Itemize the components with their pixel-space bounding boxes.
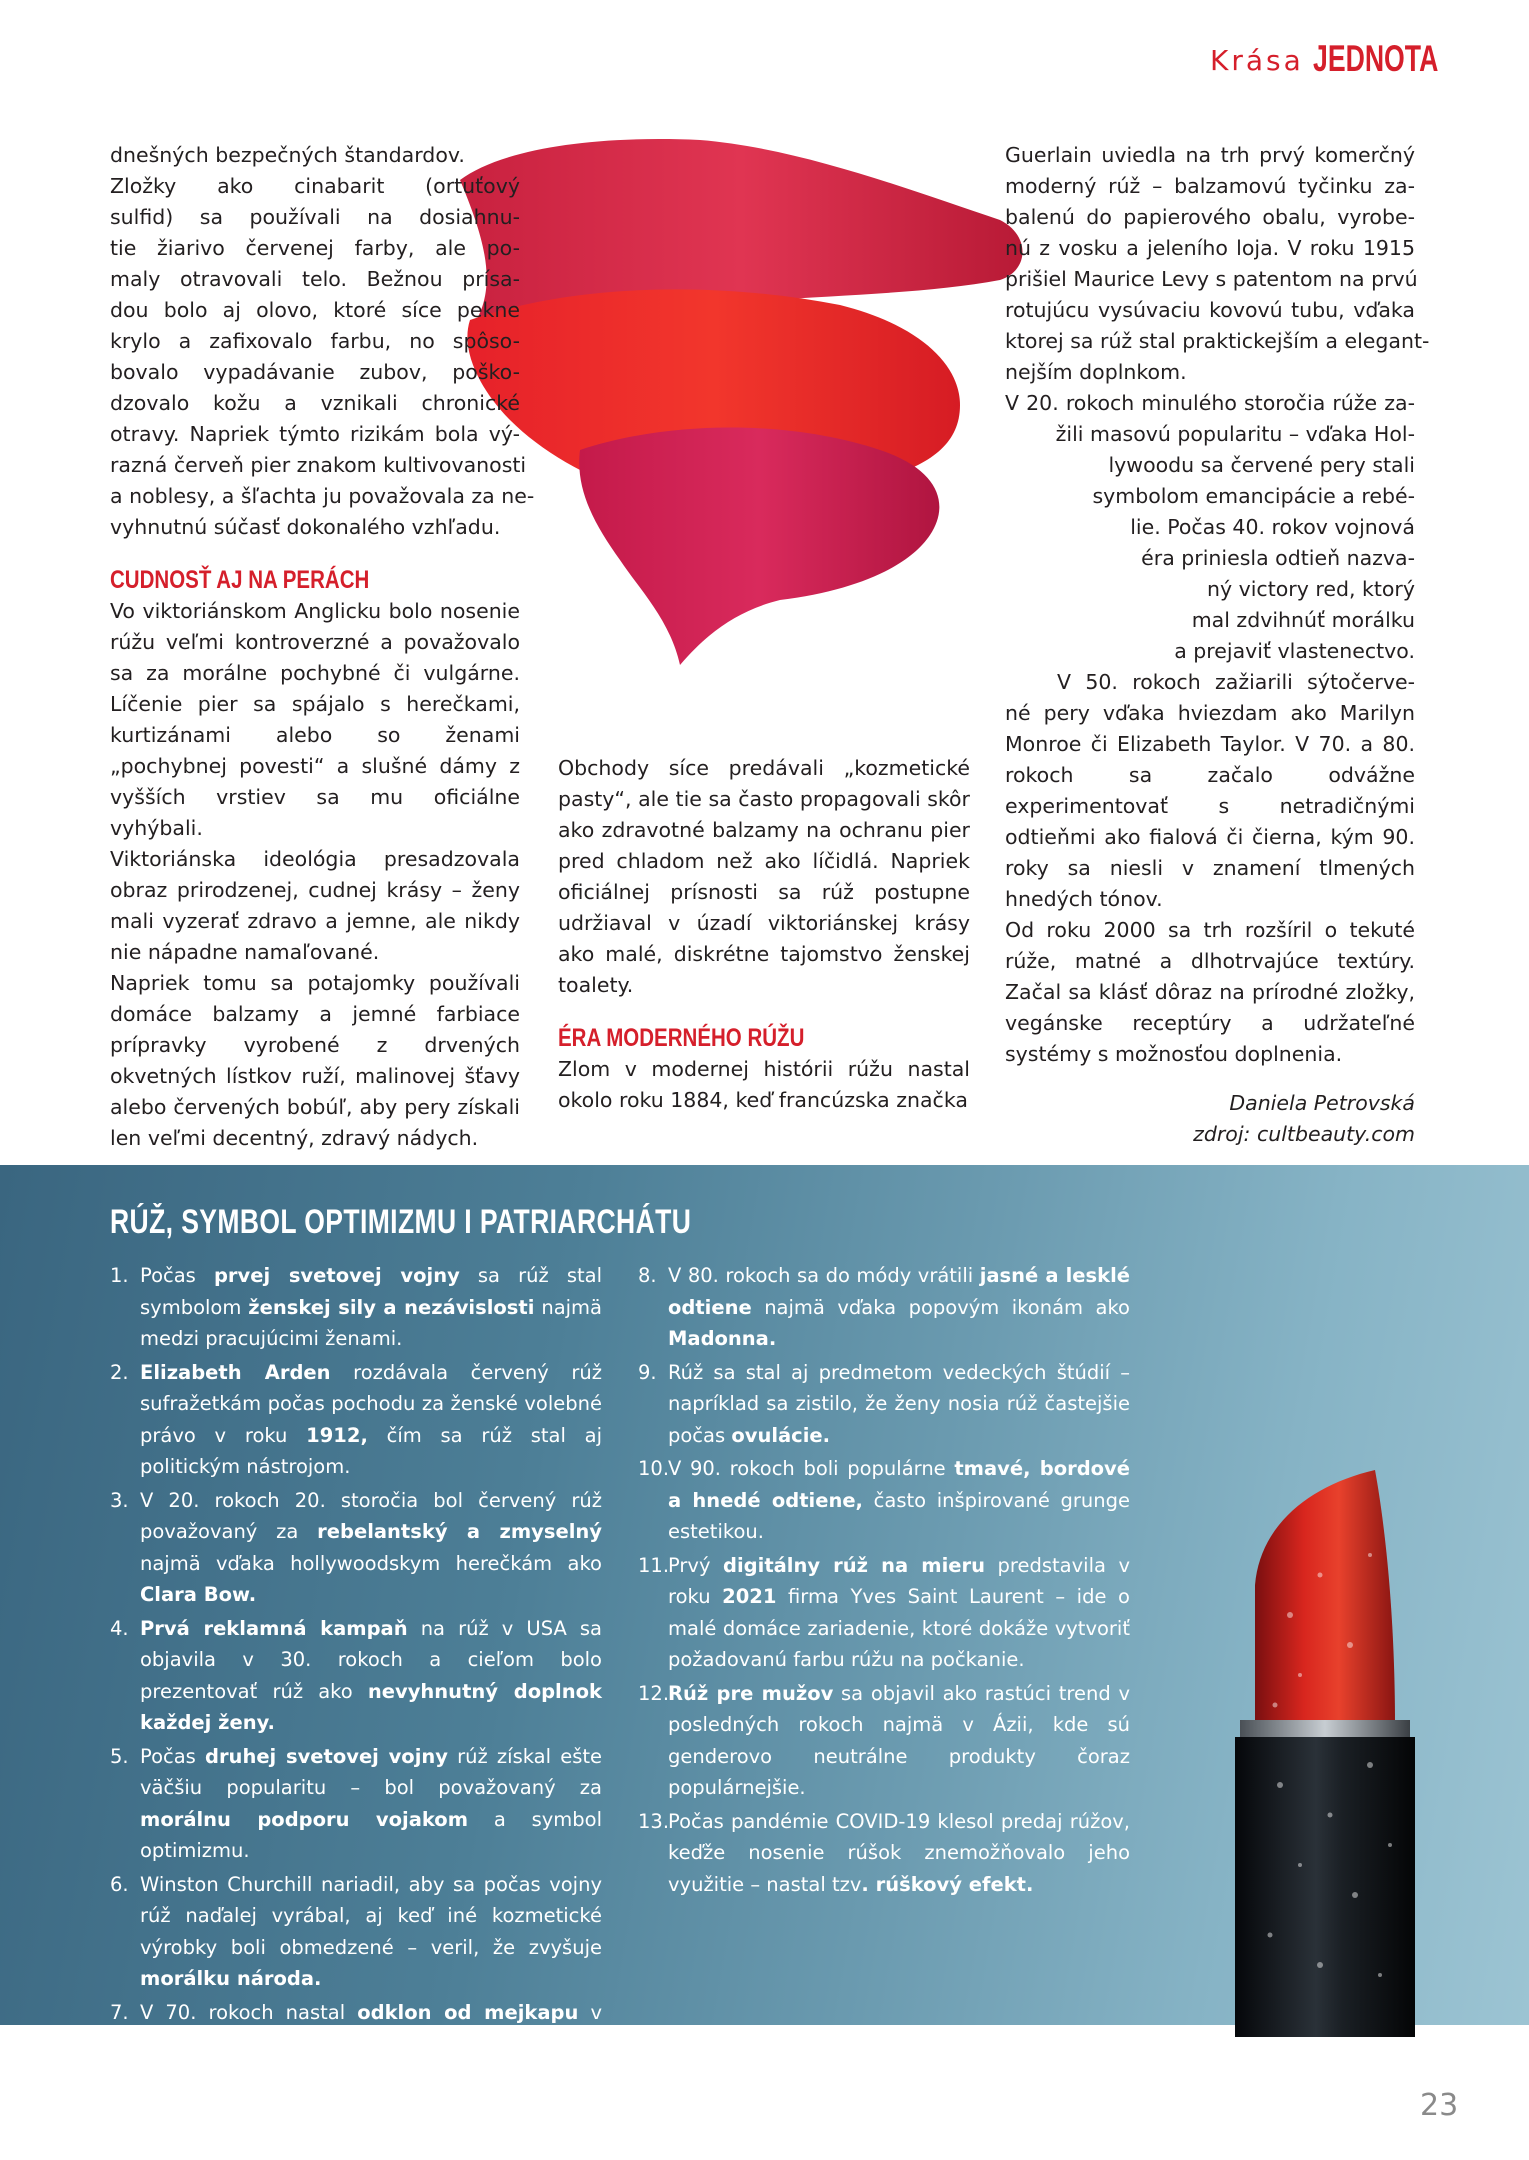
text-line: dzovalo kožu a vznikali chronické xyxy=(110,391,520,415)
list-number: 5. xyxy=(110,1744,129,1768)
text-line: V 50. rokoch zažiarili sýtočerve- xyxy=(1057,670,1415,694)
paragraph: Vo viktoriánskom Anglicku bolo nosenie rúžu veľmi kontroverzné a považovalo sa za morálne pochybné či vulgárne. Líčenie pier sa spájalo s herečkami, kurtizánami alebo so ženami „pochybnej povesti“ a slušné dámy z vyšších vrstiev sa mu oficiálne vyhýbali. xyxy=(110,599,520,840)
list-item xyxy=(638,1260,1130,1355)
list-text: V 20. rokoch 20. storočia bol červený rúž považovaný za rebelantský a zmyselný najmä vďaka hollywoodskym herečkám ako Clara Bow. xyxy=(140,1488,602,1606)
list-text: Winston Churchill nariadil, aby sa počas vojny rúž naďalej vyrábal, aj keď iné kozmetické výrobky boli obmedzené – veril, že zvyšuje morálku národa. xyxy=(140,1872,602,1990)
list-text: V 80. rokoch sa do módy vrátili jasné a lesklé odtiene najmä vďaka popovým ikonám ako Madonna. xyxy=(668,1264,1130,1350)
text-line: otravy. Napriek týmto rizikám bola vý- xyxy=(110,422,520,446)
text-line: ktorej sa rúž stal praktickejším a elegant- xyxy=(1005,329,1430,353)
paragraph: Od roku 2000 sa trh rozšíril o tekuté rúže, matné a dlhotrvajúce textúry. Začal sa klásť dôraz na prírodné zložky, vegánske receptúry a udržateľné systémy s možnosťou doplnenia. xyxy=(1005,918,1415,1066)
box-title: RÚŽ, SYMBOL OPTIMIZMU I PATRIARCHÁTU xyxy=(110,1203,692,1241)
text-line: žili masovú popularitu – vďaka Hol- xyxy=(1055,422,1415,446)
intro-text xyxy=(110,140,535,543)
list-number: 1. xyxy=(110,1264,129,1287)
text-block xyxy=(1005,140,1430,419)
text-line: mal zdvihnúť morálku xyxy=(1191,608,1415,632)
text-line: a prejaviť vlastenectvo. xyxy=(1174,639,1415,663)
list-number: 6. xyxy=(110,1872,129,1896)
source-credit: zdroj: cultbeauty.com xyxy=(1193,1122,1415,1146)
text-line: né pery vďaka hviezdam ako Marilyn xyxy=(1005,701,1415,725)
list-item xyxy=(110,1997,602,2123)
column-right xyxy=(1005,140,1430,1150)
text-line: rotujúcu vysúvaciu kovovú tubu, vďaka xyxy=(1005,298,1415,322)
list-text: Elizabeth Arden rozdávala červený rúž sufražetkám počas pochodu za ženské volebné právo v roku 1912, čím sa rúž stal aj politickým nástrojom. xyxy=(140,1360,602,1478)
list-item xyxy=(110,1741,602,1867)
list-text: Počas prvej svetovej vojny sa rúž stal symbolom ženskej sily a nezávislosti najmä medzi pracujúcimi ženami. xyxy=(140,1264,603,1350)
column-middle xyxy=(558,753,970,1116)
paragraph: Napriek tomu sa potajomky používali domáce balzamy a jemné farbiace prípravky vyrobené z drvených okvetných lístkov ruží, malinovej šťavy alebo červených bobúľ, aby pery získali len veľmi decentný, zdravý nádych. xyxy=(110,971,520,1150)
paragraph: Obchody síce predávali „kozmetické pasty“, ale tie sa často propagovali skôr ako zdravotné balzamy na ochranu pier pred chladom než ako líčidlá. Napriek oficiálnej prísnosti sa rúž postupne udržiaval v úzadí viktoriánskej krásy ako malé, diskrétne tajomstvo ženskej toalety. xyxy=(558,756,970,997)
facts-list-right xyxy=(638,1260,1130,1902)
page-number: 23 xyxy=(1420,2088,1459,2123)
text-line: vyhnutnú súčasť dokonalého vzhľadu. xyxy=(110,515,501,539)
list-number: 4. xyxy=(110,1616,129,1640)
text-line: Zložky ako cinabarit (ortuťový xyxy=(110,174,520,198)
text-line: symbolom emancipácie a rebé- xyxy=(1092,484,1415,508)
paragraph: Viktoriánska ideológia presadzovala obraz prirodzenej, cudnej krásy – ženy mali vyzerať zdravo a jemne, ale nikdy nie nápadne namaľované. xyxy=(110,847,520,964)
list-number: 9. xyxy=(638,1360,657,1384)
brand-logo: JEDNOTA xyxy=(1313,38,1439,79)
list-item xyxy=(638,1806,1130,1901)
text-line: dou bolo aj olovo, ktoré síce pekne xyxy=(110,298,520,322)
text-line: prišiel Maurice Levy s patentom na prvú xyxy=(1005,267,1418,291)
list-text: V 90. rokoch boli populárne tmavé, bordové a hnedé odtiene, často inšpirované grunge estetikou. xyxy=(668,1457,1130,1543)
list-item xyxy=(638,1453,1130,1548)
list-number: 7. xyxy=(110,2000,129,2024)
list-number: 2. xyxy=(110,1360,129,1384)
text-line: bovalo vypadávanie zubov, poško- xyxy=(110,360,520,384)
section-label: Krása xyxy=(1210,44,1304,77)
list-item xyxy=(110,1869,602,1995)
text-line: a noblesy, a šľachta ju považovala za ne- xyxy=(110,484,535,508)
text-line: éra priniesla odtieň nazva- xyxy=(1141,546,1415,570)
list-number: 10. xyxy=(638,1457,670,1480)
text-line: moderný rúž – balzamovú tyčinku za- xyxy=(1005,174,1415,198)
text-line: nú z vosku a jeleního loja. V roku 1915 xyxy=(1005,236,1415,260)
subheading-era: ÉRA MODERNÉHO RÚŽU xyxy=(558,1024,805,1052)
list-text: Počas pandémie COVID-19 klesol predaj rúžov, keďže nosenie rúšok znemožňovalo jeho využitie – nastal tzv. rúškový efekt. xyxy=(668,1809,1130,1896)
list-text: Prvá reklamná kampaň na rúž v USA sa objavila v 30. rokoch a cieľom bolo prezentovať rúž ako nevyhnutný doplnok každej ženy. xyxy=(140,1616,602,1734)
paragraph: Monroe či Elizabeth Taylor. V 70. a 80. rokoch sa začalo odvážne experimentovať s netradičnými odtieňmi ako fialová či čierna, kým 90. roky sa niesli v znamení tlmených hnedých tónov. xyxy=(1005,732,1415,911)
lipstick-image xyxy=(1180,1465,1480,2025)
text-line: Guerlain uviedla na trh prvý komerčný xyxy=(1005,143,1415,167)
text-line: dnešných bezpečných štandardov. xyxy=(110,143,465,167)
text-line: nejším doplnkom. xyxy=(1005,360,1187,384)
list-item xyxy=(638,1678,1130,1804)
list-text: V 70. rokoch nastal odklon od mejkapu v súvislosti s feministickým hnutím – mnohé ženy odmietali nosiť rúž ako symbol patriarchátu. xyxy=(140,2000,602,2118)
list-item xyxy=(110,1485,602,1611)
list-number: 8. xyxy=(638,1264,657,1287)
list-item xyxy=(110,1613,602,1739)
text-line: balenú do papierového obalu, vyrobe- xyxy=(1005,205,1415,229)
list-text: Rúž sa stal aj predmetom vedeckých štúdií – napríklad sa zistilo, že ženy nosia rúž častejšie počas ovulácie. xyxy=(668,1360,1130,1447)
list-number: 11. xyxy=(638,1553,670,1577)
list-number: 3. xyxy=(110,1488,129,1512)
subheading-cudnost: CUDNOSŤ AJ NA PERÁCH xyxy=(110,566,370,594)
list-text: Rúž pre mužov sa objavil ako rastúci trend v posledných rokoch najmä v Ázii, kde sú genderovo neutrálne produkty čoraz populárnejšie. xyxy=(668,1681,1130,1799)
text-line: krylo a zafixovalo farbu, no spôso- xyxy=(110,329,520,353)
list-item xyxy=(110,1260,602,1355)
list-item xyxy=(638,1550,1130,1676)
list-item xyxy=(110,1357,602,1483)
paragraph: Zlom v modernej histórii rúžu nastal okolo roku 1884, keď francúzska značka xyxy=(558,1057,970,1112)
text-line: maly otravovali telo. Bežnou prísa- xyxy=(110,267,520,291)
author-name: Daniela Petrovská xyxy=(1229,1091,1415,1115)
list-number: 12. xyxy=(638,1681,670,1705)
text-line: ný victory red, ktorý xyxy=(1206,577,1415,601)
facts-list-left xyxy=(110,1260,602,2125)
text-line: V 20. rokoch minulého storočia rúže za- xyxy=(1005,391,1415,415)
text-line: razná červeň pier znakom kultivovanosti xyxy=(110,453,527,477)
lipstick-smears-image xyxy=(440,120,1060,740)
text-line: sulfid) sa používali na dosiahnu- xyxy=(110,205,520,229)
text-block-ragged xyxy=(1005,419,1415,667)
list-number: 13. xyxy=(638,1809,670,1833)
text-line: tie žiarivo červenej farby, ale po- xyxy=(110,236,520,260)
text-line: lie. Počas 40. rokov vojnová xyxy=(1130,515,1415,539)
text-line: lywoodu sa červené pery stali xyxy=(1108,453,1415,477)
list-item xyxy=(638,1357,1130,1452)
column-left xyxy=(110,140,535,1154)
list-text: Prvý digitálny rúž na mieru predstavila v roku 2021 firma Yves Saint Laurent – ide o malé domáce zariadenie, ktoré dokáže vytvoriť požadovanú farbu rúžu na počkanie. xyxy=(668,1553,1131,1671)
list-text: Počas druhej svetovej vojny rúž získal ešte väčšiu popularitu – bol považovaný za morálnu podporu vojakom a symbol optimizmu. xyxy=(140,1744,602,1862)
